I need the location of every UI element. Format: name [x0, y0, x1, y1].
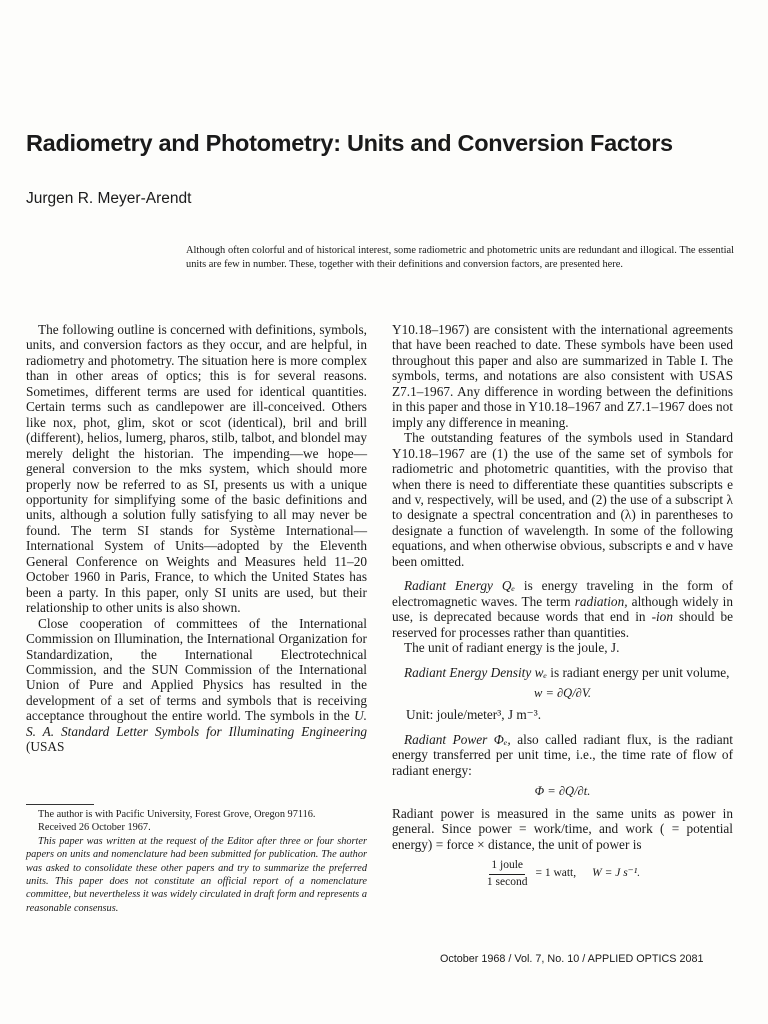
joule-per-second-fraction	[485, 858, 530, 890]
footnote	[26, 808, 367, 915]
radiant-energy-text-b: although widely in use, is deprecated because words that end in	[392, 593, 733, 625]
received-date: Received 26 October 1967.	[38, 822, 151, 834]
cooperation-tail: (USAS	[26, 739, 65, 755]
fraction-numerator: 1 joule	[489, 858, 525, 874]
standards-paragraph: Y10.18–1967) are consistent with the international agreements that have been reached to date. These symbols have been used throughout this paper and also are summarized in Table I. The symbols, terms, and notations are also consistent with USAS Z7.1–1967. Any difference in wording between the definitions in this paper and those in Y10.18–1967 and Z7.1–1967 does not imply any difference in meaning.	[392, 322, 733, 430]
author-affiliation: The author is with Pacific University, Forest Grove, Oregon 97116.	[38, 809, 316, 820]
power-units-paragraph: Radiant power is measured in the same units as power in general. Since power = work/time, and work ( = potential energy) = force × distance, the unit of power is	[392, 805, 733, 852]
right-column	[392, 322, 733, 890]
radiant-energy-term: Radiant Energy Qₑ	[404, 578, 515, 594]
radiant-power-paragraph	[392, 732, 733, 778]
paper-title: Radiometry and Photometry: Units and Conversion Factors	[26, 130, 673, 156]
abstract: Although often colorful and of historical interest, some radiometric and photometric units are redundant and illogical. The essential units are few in number. These, together with their definitions and conversion factors, are presented here.	[186, 245, 734, 270]
energy-density-unit: Unit: joule/meter³, J m⁻³.	[406, 707, 542, 723]
radiant-energy-paragraph	[392, 578, 733, 640]
radiant-power-term: Radiant Power Φₑ,	[404, 731, 511, 747]
ion-suffix: -ion	[651, 609, 673, 625]
author-name: Jurgen R. Meyer-Arendt	[26, 190, 192, 207]
editorial-note: This paper was written at the request of the Editor after three or four shorter papers on units and nomenclature had been submitted for publication. The author was asked to consolidate these other papers and try to summarize the preferred units. This paper does not constitute an official report of a nomenclature committee, but nevertheless it was widely circulated in draft form and represents a reasonable consensus.	[26, 835, 367, 914]
journal-footer: October 1968 / Vol. 7, No. 10 / APPLIED OPTICS 2081	[440, 953, 704, 965]
energy-density-term: Radiant Energy Density wₑ	[404, 664, 547, 680]
radiant-energy-text-a: is energy traveling in the form of electromagnetic waves. The term	[392, 578, 733, 609]
cooperation-text: Close cooperation of committees of the International Commission on Illumination, the International Organization for Standardization, the International Electrotechnical Commission, and the SUN Commission of the International Union of Pure and Applied Physics has resulted in the development of a set of terms and symbols that is receiving acceptance throughout the entire world. The symbols in the	[26, 615, 367, 724]
energy-density-paragraph	[392, 665, 733, 680]
cooperation-paragraph	[26, 616, 367, 755]
joule-unit-line: The unit of radiant energy is the joule, J.	[404, 640, 620, 656]
energy-density-equation: w = ∂Q/∂V.	[533, 685, 592, 700]
watt-symbol: W = J s⁻¹.	[592, 867, 641, 880]
radiant-energy-text-c: should be reserved for processes rather than quantities.	[392, 609, 733, 640]
radiant-power-equation: Φ = ∂Q/∂t.	[534, 784, 591, 799]
standard-title: U. S. A. Standard Letter Symbols for Illuminating Engineering	[26, 708, 367, 739]
footnote-rule	[26, 804, 94, 805]
radiant-power-text: also called radiant flux, is the radiant energy transferred per unit time, i.e., the time rate of flow of radiant energy:	[392, 731, 733, 778]
energy-density-text: is radiant energy per unit volume,	[546, 664, 730, 680]
watt-equality: = 1 watt,	[535, 867, 577, 880]
left-column	[26, 322, 367, 755]
fraction-denominator: 1 second	[486, 875, 528, 888]
intro-paragraph: The following outline is concerned with definitions, symbols, units, and conversion factors as they occur, and are helpful, in radiometry and photometry. The situation here is more complex than in other areas of optics; this is for several reasons. Sometimes, different terms are used for identical quantities. Certain terms such as candlepower are ill-conceived. Others like nox, phot, glim, skot or scot (identical), bril and brill (different), helios, lumerg, pharos, stilb, talbot, and blondel may merely delight the historian. The impending—we hope—general conversion to the mks system, which should more properly now be referred to as SI, presents us with a unique opportunity for simplifying some of the basic definitions and units, although a solution fully satisfying to all may never be found. The term SI stands for Système International—International System of Units—adopted by the Eleventh General Conference on Weights and Measures held 11–20 October 1960 in Paris, France, to which the United States has been a party. In this paper, only SI units are used, but their relationship to other units is also shown.	[26, 322, 367, 616]
watt-definition	[392, 858, 733, 890]
features-paragraph: The outstanding features of the symbols used in Standard Y10.18–1967 are (1) the use of the same set of symbols for radiometric and photometric quantities, with the proviso that when there is need to differentiate these quantities subscripts e and v, respectively, will be used, and (2) the use of a subscript λ to designate a spectral concentration and (λ) in parentheses to designate a function of wavelength. In some of the following equations, and when otherwise obvious, subscripts e and v have been omitted.	[392, 430, 733, 569]
radiation-term: radiation,	[574, 593, 628, 609]
